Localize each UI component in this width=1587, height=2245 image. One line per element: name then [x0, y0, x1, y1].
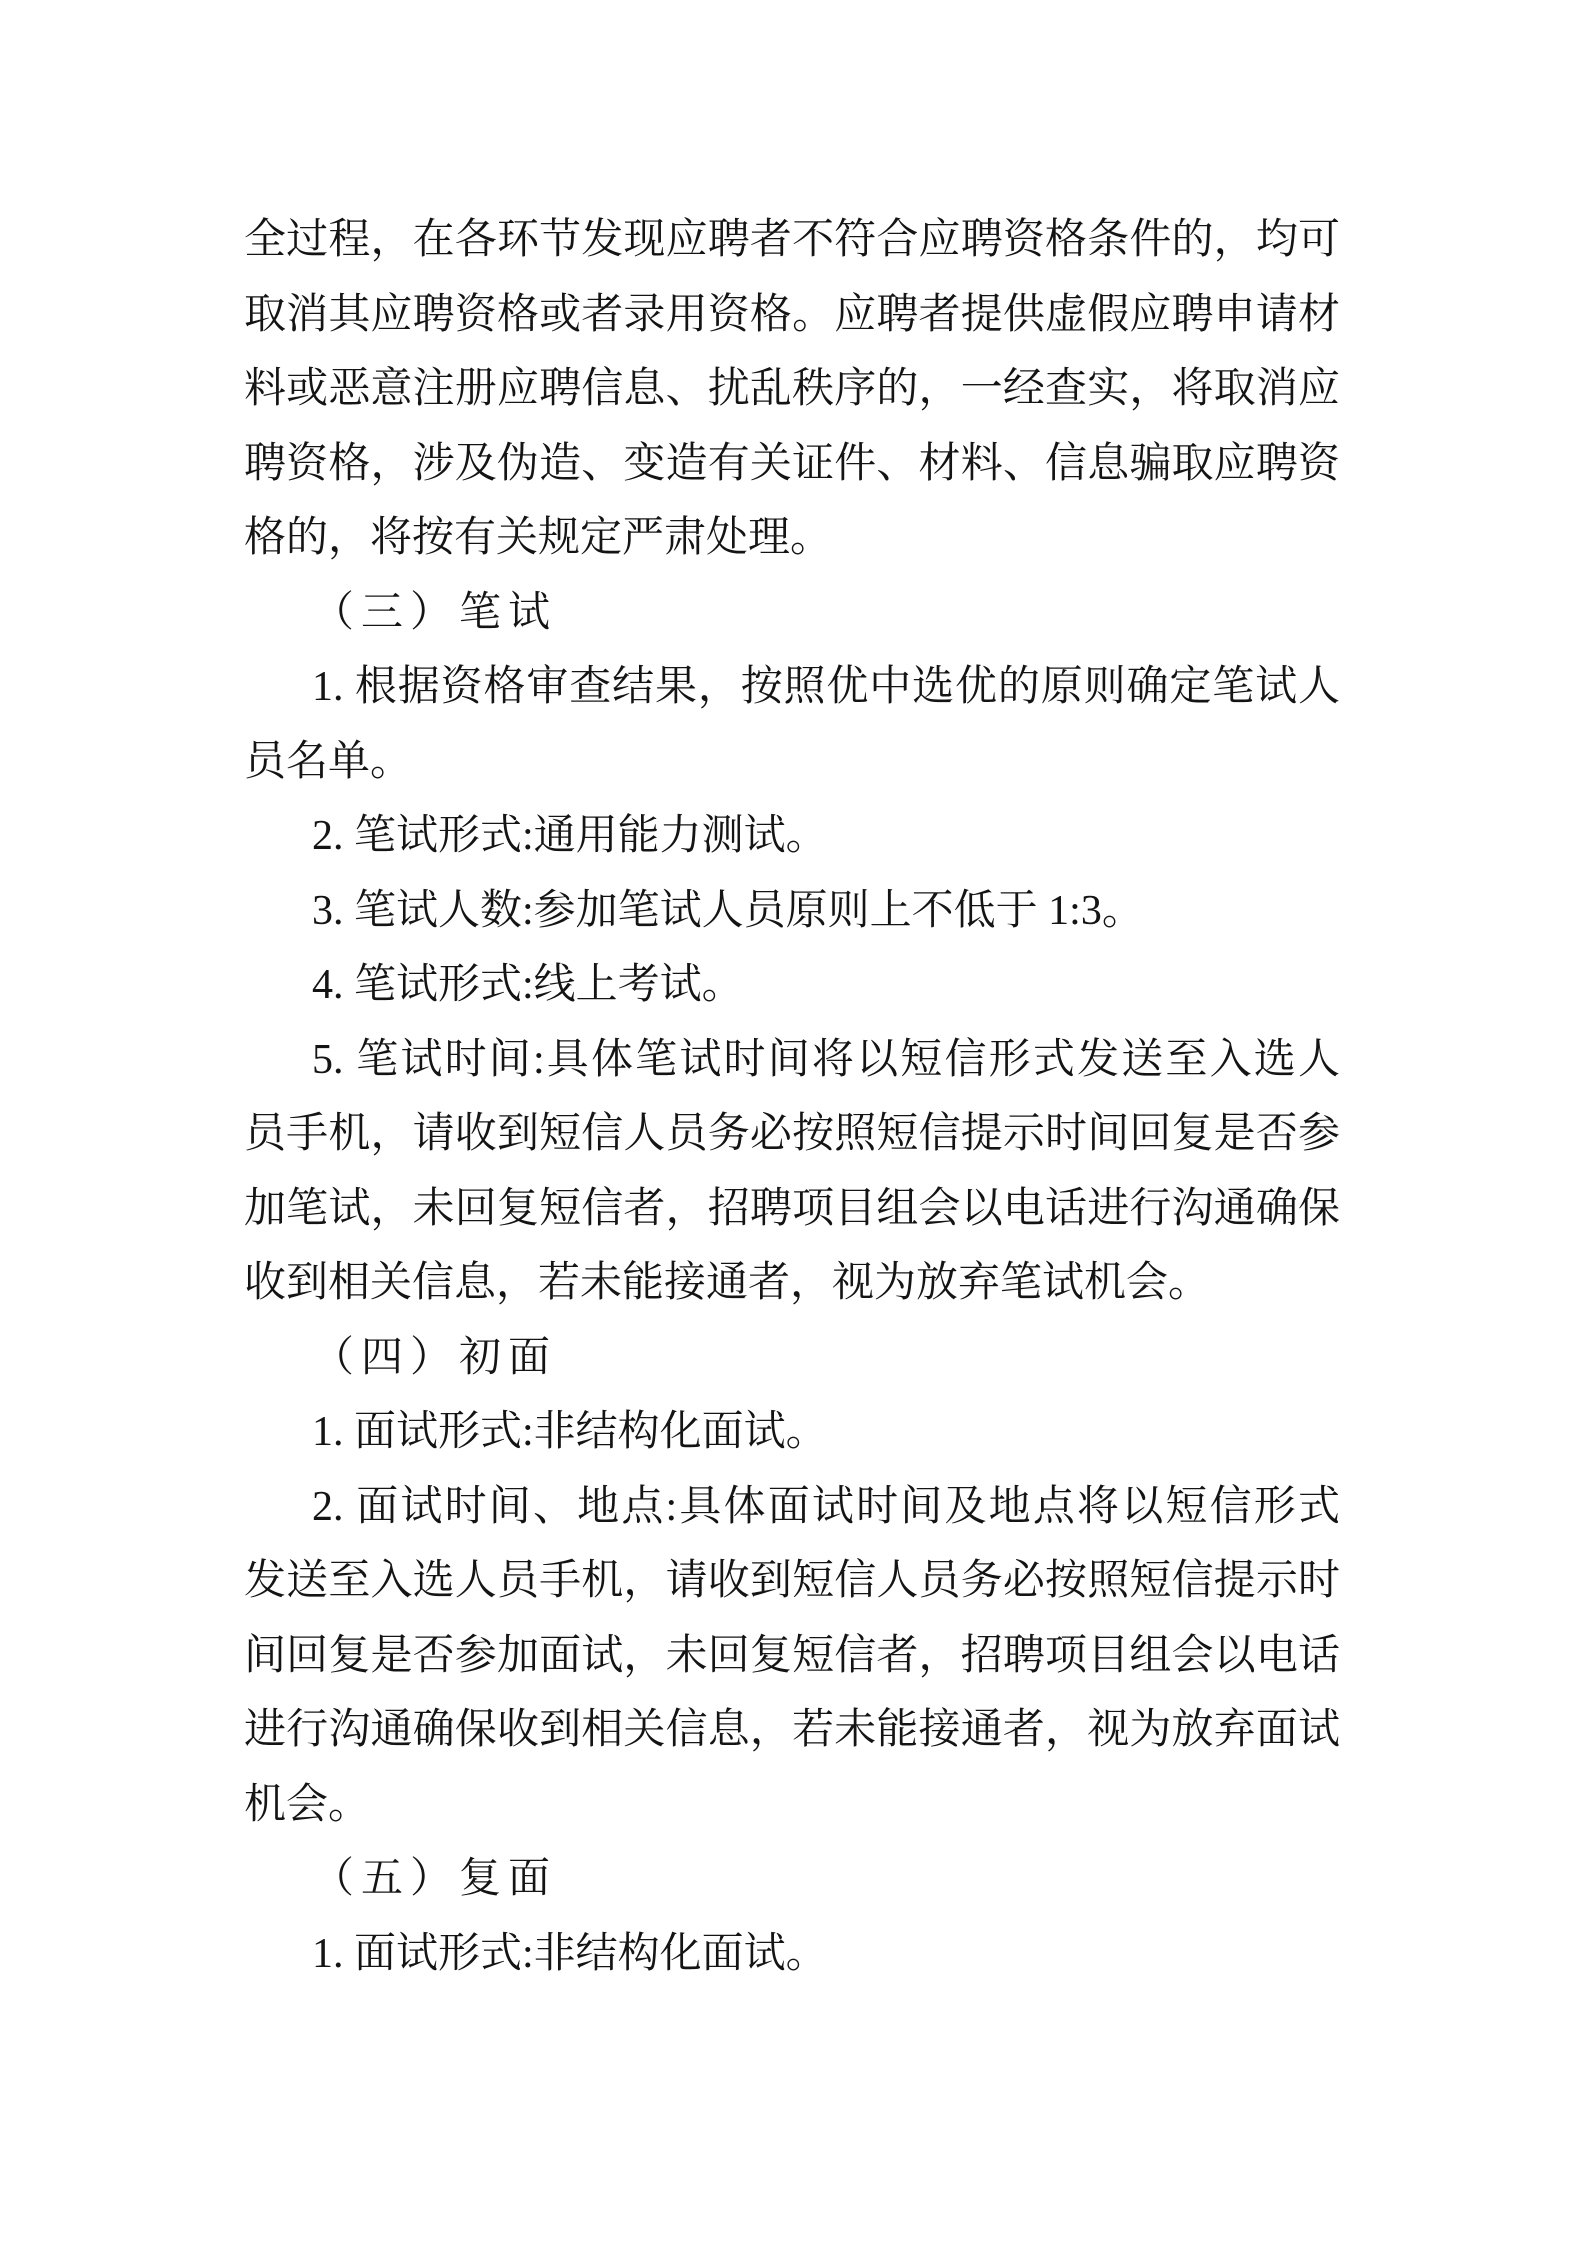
text-line: 2. 面试时间、地点:具体面试时间及地点将以短信形式: [312, 1483, 1340, 1530]
text-line: 1. 根据资格审查结果，按照优中选优的原则确定笔试人: [312, 664, 1340, 710]
heading-line: （五）复面: [312, 1856, 558, 1902]
document-body: [244, 203, 1340, 1991]
body-paragraph: [244, 203, 1340, 576]
body-paragraph: [244, 650, 1340, 799]
text-line: 1. 面试形式:非结构化面试。: [312, 1930, 828, 1977]
body-paragraph: [244, 1470, 1340, 1843]
body-paragraph: [244, 948, 1340, 1023]
body-paragraph: [244, 1917, 1340, 1992]
text-line: 员名单。: [244, 738, 413, 785]
section-heading: [244, 1321, 1340, 1396]
text-line: 间回复是否参加面试，未回复短信者，招聘项目组会以电话: [244, 1632, 1340, 1679]
text-line: 料或恶意注册应聘信息、扰乱秩序的，一经查实，将取消应: [244, 366, 1340, 412]
text-line: 4. 笔试形式:线上考试。: [312, 962, 744, 1008]
text-line: 加笔试，未回复短信者，招聘项目组会以电话进行沟通确保: [244, 1185, 1340, 1232]
text-line: 进行沟通确保收到相关信息，若未能接通者，视为放弃面试: [244, 1707, 1340, 1753]
text-line: 2. 笔试形式:通用能力测试。: [312, 813, 828, 859]
body-paragraph: [244, 1395, 1340, 1470]
text-line: 发送至入选人员手机，请收到短信人员务必按照短信提示时: [244, 1558, 1340, 1604]
text-line: 3. 笔试人数:参加笔试人员原则上不低于 1:3。: [312, 887, 1144, 934]
text-line: 格的，将按有关规定严肃处理。: [244, 515, 833, 561]
body-paragraph: [244, 799, 1340, 874]
text-line: 机会。: [244, 1781, 371, 1828]
text-line: 5. 笔试时间:具体笔试时间将以短信形式发送至入选人: [312, 1036, 1340, 1083]
text-line: 收到相关信息，若未能接通者，视为放弃笔试机会。: [244, 1260, 1211, 1306]
body-paragraph: [244, 1023, 1340, 1321]
section-heading: [244, 576, 1340, 651]
text-line: 1. 面试形式:非结构化面试。: [312, 1409, 828, 1455]
text-line: 聘资格，涉及伪造、变造有关证件、材料、信息骗取应聘资: [244, 440, 1340, 487]
section-heading: [244, 1842, 1340, 1917]
heading-line: （四）初面: [312, 1334, 558, 1381]
text-line: 全过程，在各环节发现应聘者不符合应聘资格条件的，均可: [244, 217, 1340, 263]
text-line: 员手机，请收到短信人员务必按照短信提示时间回复是否参: [244, 1111, 1340, 1157]
body-paragraph: [244, 874, 1340, 949]
heading-line: （三）笔试: [312, 589, 558, 636]
text-line: 取消其应聘资格或者录用资格。应聘者提供虚假应聘申请材: [244, 291, 1340, 338]
